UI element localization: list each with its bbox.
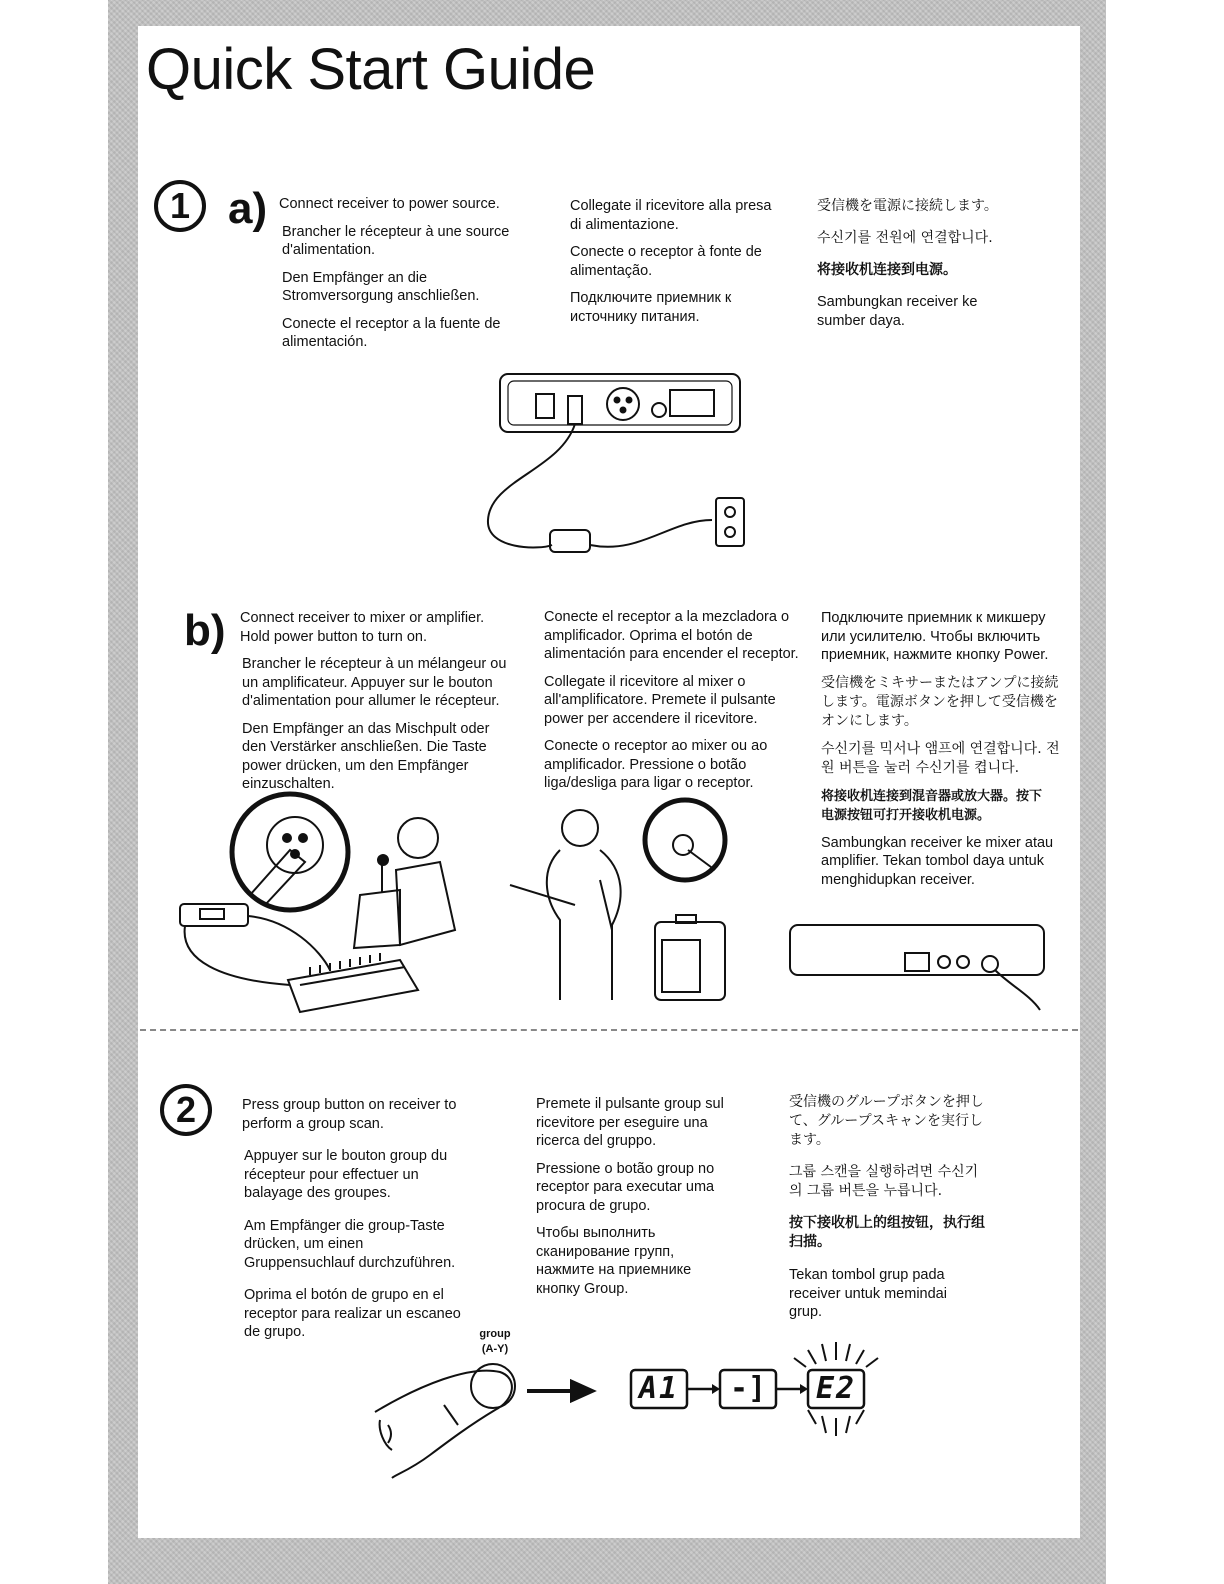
step-2-zh: 按下接收机上的组按钮，执行组扫描。 bbox=[789, 1215, 985, 1250]
step-1b-fr: Brancher le récepteur à un mélangeur ou un amplificateur. Appuyer sur le bouton d'alimentation pour allumer le récepteur. bbox=[242, 656, 507, 709]
step-1a-it: Collegate il ricevitore alla presa di alimentazione. bbox=[570, 198, 772, 233]
page-title: Quick Start Guide bbox=[146, 37, 596, 102]
display-e2: E2 bbox=[815, 1371, 857, 1406]
step-1a-letter: a) bbox=[228, 184, 268, 233]
step-1a-ja: 受信機を電源に接続します。 bbox=[817, 198, 998, 214]
display-scan: -] bbox=[729, 1371, 767, 1406]
display-a1: A1 bbox=[638, 1371, 680, 1406]
step-1a-fr: Brancher le récepteur à une source d'alimentation. bbox=[282, 223, 510, 258]
step-1b-en: Connect receiver to mixer or amplifier. Hold power button to turn on. bbox=[240, 610, 485, 645]
step-1a-pt: Conecte o receptor à fonte de alimentação. bbox=[570, 244, 762, 279]
step-1b-de: Den Empfänger an das Mischpult oder den Verstärker anschließen. Die Taste power drücken, um den Empfänger einzuschalten. bbox=[242, 720, 490, 792]
step-1b-pt: Conecte o receptor ao mixer ou ao amplificador. Pressione o botão liga/desliga para ligar o receptor. bbox=[544, 738, 768, 791]
step-2-ja: 受信機のグループボタンを押して、グループスキャンを実行します。 bbox=[789, 1094, 984, 1148]
step-1a-zh: 将接收机连接到电源。 bbox=[817, 262, 957, 278]
step-1b-zh: 将接收机连接到混音器或放大器。按下电源按钮可打开接收机电源。 bbox=[821, 788, 1043, 823]
step-1b-ko: 수신기를 믹서나 앰프에 연결합니다. 전원 버튼을 눌러 수신기를 켭니다. bbox=[821, 740, 1060, 776]
step-1a-es: Conecte el receptor a la fuente de alimentación. bbox=[282, 315, 501, 350]
step-2-it: Premete il pulsante group sul ricevitore per eseguire una ricerca del gruppo. bbox=[536, 1096, 724, 1149]
step-1-number: 1 bbox=[154, 180, 206, 232]
step-2-ru: Чтобы выполнить сканирование групп, нажмите на приемнике кнопку Group. bbox=[536, 1225, 692, 1297]
step-2-fr: Appuyer sur le bouton group du récepteur pour effectuer un balayage des groupes. bbox=[244, 1148, 448, 1201]
group-label-range: (A-Y) bbox=[481, 1343, 509, 1355]
step-2-en: Press group button on receiver to perform a group scan. bbox=[242, 1097, 457, 1132]
step-1b-es: Conecte el receptor a la mezcladora o amplificador. Oprima el botón de alimentación para encender el receptor. bbox=[544, 609, 799, 662]
step-1b-ru: Подключите приемник к микшеру или усилителю. Чтобы включить приемник, нажмите кнопку Power. bbox=[821, 610, 1049, 663]
step-1a-de: Den Empfänger an die Stromversorgung anschließen. bbox=[282, 269, 480, 304]
step-1a-id: Sambungkan receiver ke sumber daya. bbox=[817, 294, 978, 329]
step-1b-it: Collegate il ricevitore al mixer o all'amplificatore. Premete il pulsante power per accendere il ricevitore. bbox=[544, 673, 776, 727]
step-2-es: Oprima el botón de grupo en el receptor para realizar un escaneo de grupo. bbox=[244, 1287, 461, 1340]
group-label-text: group bbox=[479, 1328, 511, 1340]
step-1a-en: Connect receiver to power source. bbox=[279, 196, 500, 212]
step-1a-ko: 수신기를 전원에 연결합니다. bbox=[817, 230, 993, 246]
step-2-pt: Pressione o botão group no receptor para executar uma procura de grupo. bbox=[536, 1160, 715, 1214]
step-1b-letter: b) bbox=[184, 606, 226, 655]
step-1b-ja: 受信機をミキサーまたはアンプに接続します。電源ボタンを押して受信機をオンにします。 bbox=[821, 674, 1059, 729]
step-1b-id: Sambungkan receiver ke mixer atau amplifier. Tekan tombol daya untuk menghidupkan receiver. bbox=[821, 834, 1054, 888]
step-2-ko: 그룹 스캔을 실행하려면 수신기의 그룹 버튼을 누릅니다. bbox=[789, 1164, 979, 1199]
step-2-number: 2 bbox=[160, 1084, 212, 1136]
step-2-de: Am Empfänger die group-Taste drücken, um einen Gruppensuchlauf durchzuführen. bbox=[244, 1217, 456, 1271]
step-2-id: Tekan tombol grup pada receiver untuk memindai grup. bbox=[789, 1267, 947, 1320]
step-1a-ru: Подключите приемник к источнику питания. bbox=[570, 290, 732, 325]
